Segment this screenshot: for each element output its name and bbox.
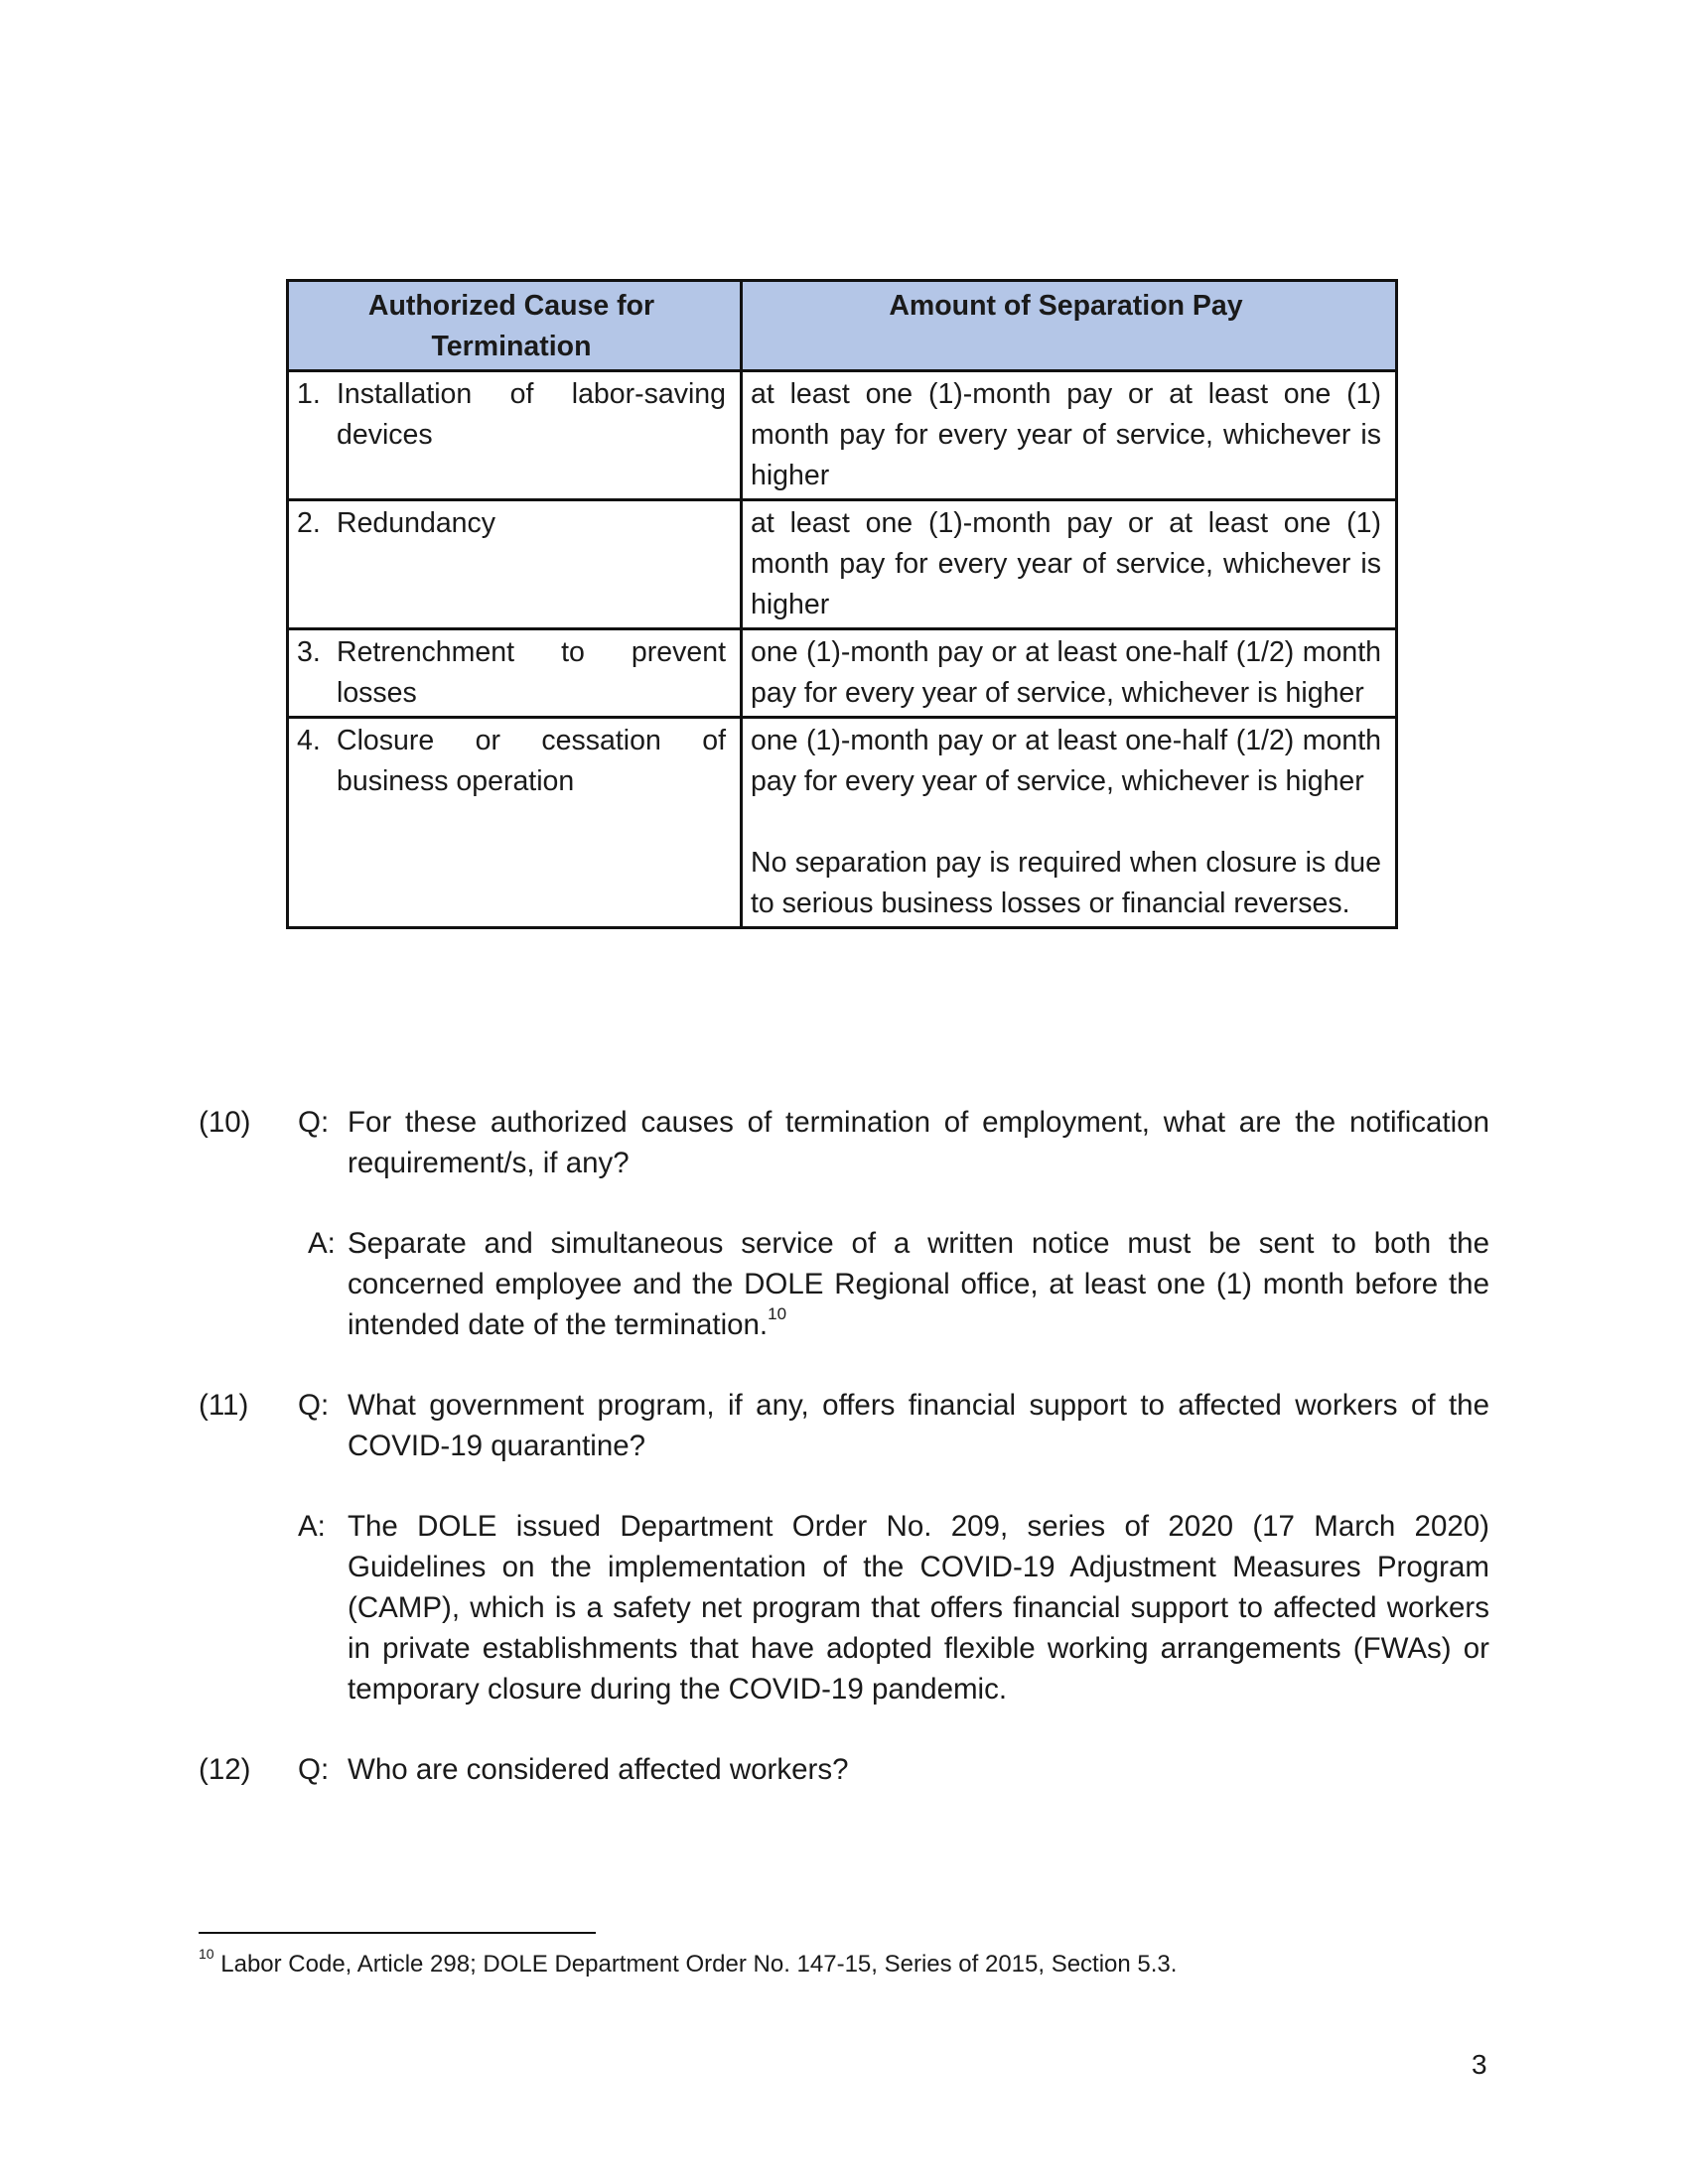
- cause-cell: [288, 718, 742, 928]
- question-text: Who are considered affected workers?: [348, 1753, 849, 1786]
- table-row: [288, 500, 1397, 629]
- footnote: [199, 1948, 1177, 1981]
- answer-label: A:: [308, 1227, 336, 1260]
- amount-text: one (1)-month pay or at least one-half (1/2) month pay for every year of service, whichever is higher: [751, 636, 1381, 709]
- answer-text: [348, 1223, 1489, 1345]
- header-authorized-cause: Authorized Cause for Termination: [288, 281, 742, 371]
- footnote-reference: 10: [768, 1304, 787, 1324]
- cause-text: Installation of labor-saving devices: [337, 378, 726, 451]
- question-label: Q:: [298, 1753, 330, 1786]
- amount-text: at least one (1)-month pay or at least one (1) month pay for every year of service, whichever is higher: [751, 507, 1381, 620]
- question-text: What government program, if any, offers financial support to affected workers of the COVID-19 quarantine?: [348, 1389, 1489, 1462]
- question-number: (10): [199, 1106, 251, 1139]
- answer-text: The DOLE issued Department Order No. 209, series of 2020 (17 March 2020) Guidelines on the implementation of the COVID-19 Adjustment Measures Program (CAMP), which is a safety net program that offers financial support to affected workers in private establishments that have adopted flexible working arrangements (FWAs) or temporary closure during the COVID-19 pandemic.: [348, 1510, 1489, 1706]
- question-label: Q:: [298, 1106, 330, 1139]
- footnote-mark: 10: [199, 1946, 214, 1962]
- header-separation-pay: Amount of Separation Pay: [742, 281, 1397, 371]
- cause-cell: [288, 500, 742, 629]
- row-number: 3.: [297, 636, 321, 668]
- table-row: [288, 718, 1397, 928]
- cause-text: Redundancy: [337, 507, 496, 539]
- amount-text: at least one (1)-month pay or at least one (1) month pay for every year of service, whichever is higher: [751, 378, 1381, 491]
- question-number: (11): [199, 1389, 249, 1422]
- answer-label: A:: [298, 1510, 326, 1543]
- row-number: 1.: [297, 378, 321, 410]
- amount-cell: [742, 371, 1397, 500]
- amount-text: one (1)-month pay or at least one-half (1/2) month pay for every year of service, whichever is higher: [751, 725, 1381, 797]
- amount-cell: [742, 718, 1397, 928]
- cause-text: Retrenchment to prevent losses: [337, 636, 726, 709]
- cause-text: Closure or cessation of business operation: [337, 725, 726, 797]
- footnote-text: Labor Code, Article 298; DOLE Department Order No. 147-15, Series of 2015, Section 5.3.: [220, 1951, 1178, 1978]
- table-row: [288, 371, 1397, 500]
- table-header-row: [288, 281, 1397, 371]
- question-label: Q:: [298, 1389, 330, 1422]
- cause-cell: [288, 629, 742, 718]
- amount-note: No separation pay is required when closure is due to serious business losses or financial reverses.: [751, 847, 1381, 919]
- cause-cell: [288, 371, 742, 500]
- row-number: 2.: [297, 507, 321, 539]
- answer-body: Separate and simultaneous service of a written notice must be sent to both the concerned employee and the DOLE Regional office, at least one (1) month before the intended date of the termination.: [348, 1227, 1489, 1341]
- row-number: 4.: [297, 725, 321, 756]
- question-number: (12): [199, 1753, 251, 1786]
- footnote-separator: [199, 1932, 596, 1934]
- table-row: [288, 629, 1397, 718]
- separation-pay-table: [286, 279, 1398, 929]
- page-number: 3: [1472, 2049, 1487, 2080]
- amount-cell: [742, 629, 1397, 718]
- question-text: For these authorized causes of termination of employment, what are the notification requirement/s, if any?: [348, 1106, 1489, 1179]
- amount-cell: [742, 500, 1397, 629]
